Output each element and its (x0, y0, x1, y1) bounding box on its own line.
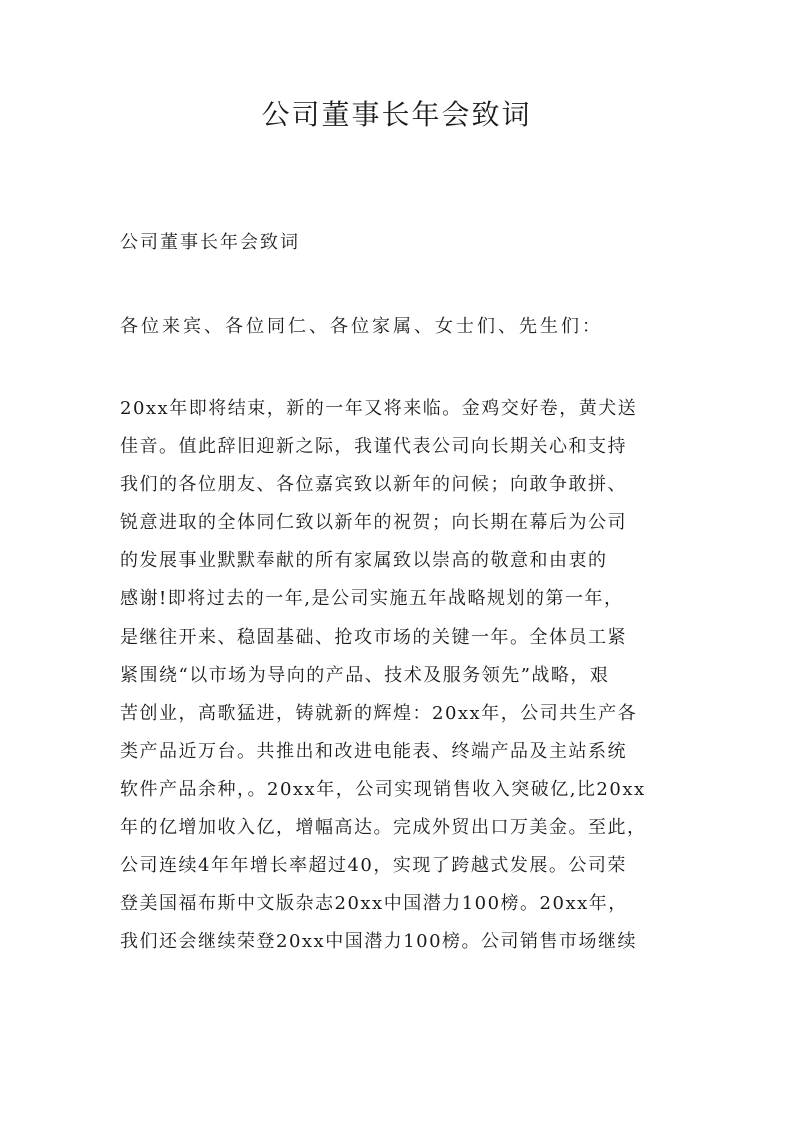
body-line: 软件产品余种，。20xx年，公司实现销售收入突破亿,比20xx (120, 778, 646, 800)
body-line: 是继往开来、稳固基础、抢攻市场的关键一年。全体员工紧 (120, 626, 627, 648)
body-line: 我们还会继续荣登20xx中国潜力100榜。公司销售市场继续 (120, 931, 638, 953)
body-line: 锐意进取的全体同仁致以新年的祝贺；向长期在幕后为公司 (120, 512, 627, 534)
body-paragraph (120, 394, 680, 965)
document-title: 公司董事长年会致词 (261, 98, 532, 131)
body-line: 20xx年即将结束，新的一年又将来临。金鸡交好卷，黄犬送 (120, 398, 638, 419)
body-line: 紧围绕“以市场为导向的产品、技术及服务领先”战略，艰 (120, 664, 610, 686)
body-line: 感谢!即将过去的一年,是公司实施五年战略规划的第一年， (120, 588, 624, 610)
document-subtitle: 公司董事长年会致词 (120, 232, 300, 253)
body-line: 我们的各位朋友、各位嘉宾致以新年的问候；向敢争敢拼、 (120, 474, 627, 496)
body-line: 类产品近万台。共推出和改进电能表、终端产品及主站系统 (120, 740, 627, 762)
body-line: 年的亿增加收入亿，增幅高达。完成外贸出口万美金。至此， (120, 817, 647, 839)
salutation: 各位来宾、各位同仁、各位家属、女士们、先生们： (120, 316, 603, 337)
body-line: 苦创业，高歌猛进，铸就新的辉煌：20xx年，公司共生产各 (120, 702, 638, 724)
body-line: 公司连续4年年增长率超过40，实现了跨越式发展。公司荣 (120, 855, 627, 877)
body-line: 佳音。值此辞旧迎新之际，我谨代表公司向长期关心和支持 (120, 436, 627, 458)
body-line: 登美国福布斯中文版杂志20xx中国潜力100榜。20xx年， (120, 893, 628, 915)
body-line: 的发展事业默默奉献的所有家属致以崇高的敬意和由衷的 (120, 550, 608, 572)
